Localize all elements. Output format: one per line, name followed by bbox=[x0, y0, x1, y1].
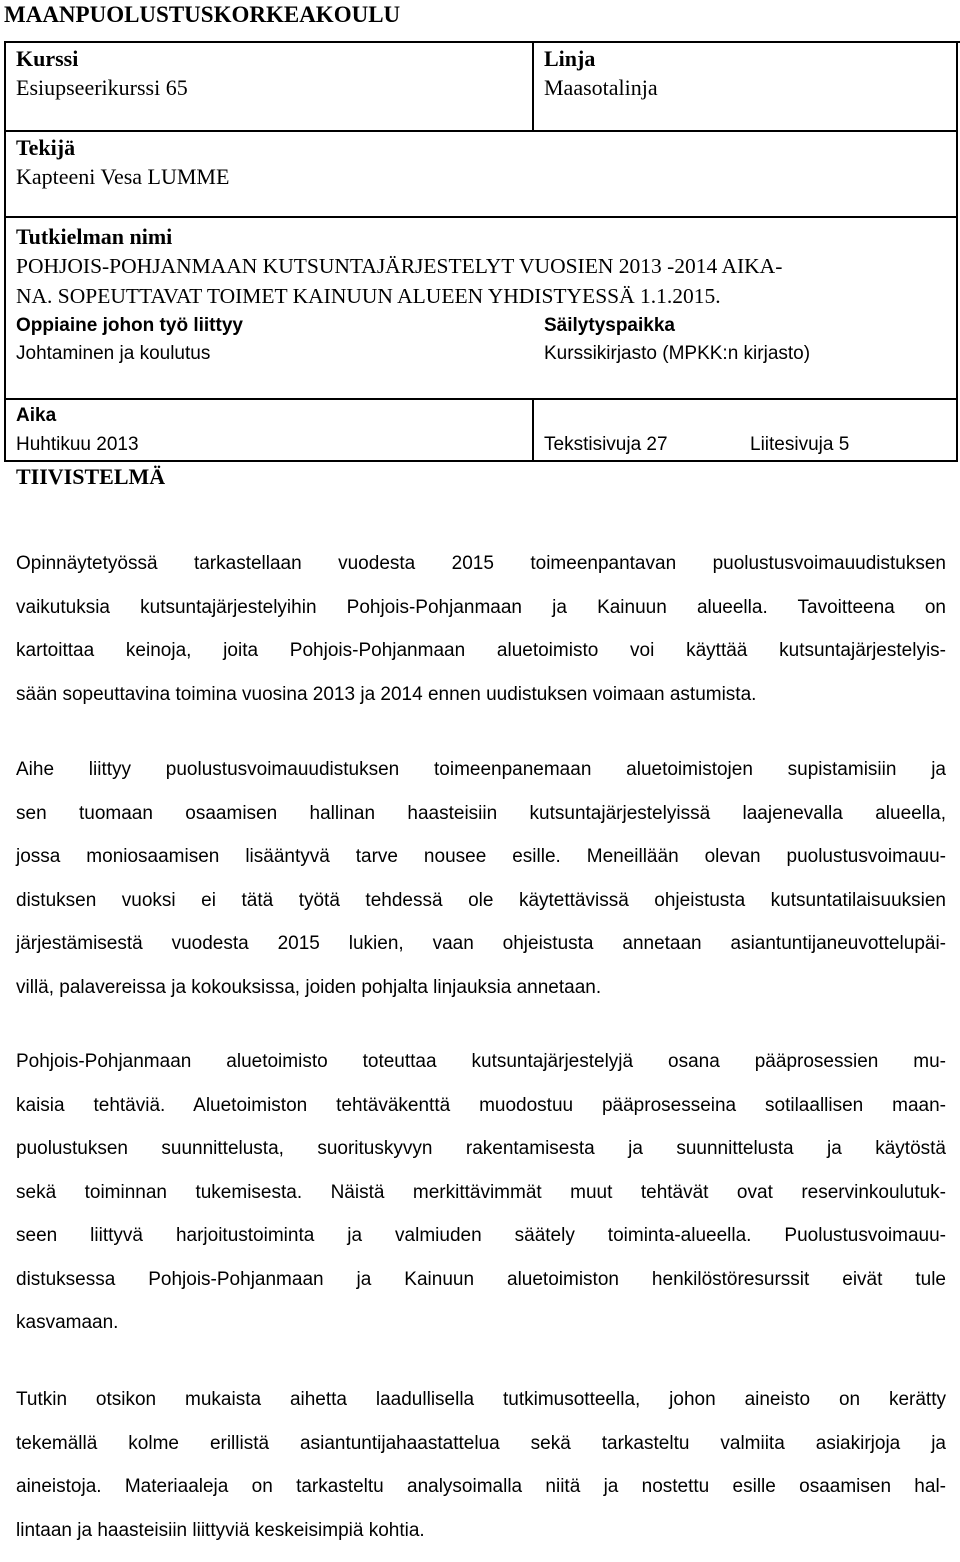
author-value: Kapteeni Vesa LUMME bbox=[16, 164, 230, 189]
paragraph-line: Tutkin otsikon mukaista aihetta laadullisella tutkimusotteella, johon aineisto on kerätty bbox=[16, 1389, 946, 1410]
subject-label: Oppiaine johon työ liittyy bbox=[16, 315, 243, 336]
paragraph-line: sen tuomaan osaamisen hallinan haasteisiin kutsuntajärjestelyissä laajenevalla alueella, bbox=[16, 802, 946, 824]
paragraph-line: kartoittaa keinoja, joita Pohjois-Pohjanmaan aluetoimisto voi käyttää kutsuntajärjestelyis- bbox=[16, 640, 946, 661]
paragraph-line: lintaan ja haasteisiin liittyviä keskeisimpiä kohtia. bbox=[16, 1519, 425, 1541]
paragraph-line: villä, palavereissa ja kokouksissa, joiden pohjalta linjauksia annetaan. bbox=[16, 976, 602, 998]
line-value: Maasotalinja bbox=[544, 75, 658, 100]
paragraph-line: vaikutuksia kutsuntajärjestelyihin Pohjois-Pohjanmaan ja Kainuun alueella. Tavoitteena on bbox=[16, 596, 946, 618]
date-label: Aika bbox=[16, 405, 57, 426]
abstract-paragraph-3 bbox=[16, 1040, 946, 1345]
paragraph-line: Pohjois-Pohjanmaan aluetoimisto toteuttaa kutsuntajärjestelyjä osana pääprosessien mu- bbox=[16, 1051, 946, 1072]
paragraph-line: distuksen vuoksi ei tätä työtä tehdessä ole käytettävissä ohjeistusta kutsuntatilaisuuksien bbox=[16, 889, 946, 911]
paragraph-line: tekemällä kolme erillistä asiantuntijahaastattelua sekä tarkasteltu valmiita asiakirjoja ja bbox=[16, 1432, 946, 1454]
paragraph-line: Aihe liittyy puolustusvoimauudistuksen toimeenpanemaan aluetoimistojen supistamisiin ja bbox=[16, 759, 946, 780]
paragraph-line: sään sopeuttavina toimina vuosina 2013 ja 2014 ennen uudistuksen voimaan astumista. bbox=[16, 683, 757, 705]
row-border-3 bbox=[4, 398, 958, 400]
row-border-1 bbox=[4, 130, 958, 132]
abstract-paragraph-2 bbox=[16, 748, 946, 1009]
text-pages-count: Tekstisivuja 27 bbox=[544, 434, 668, 455]
institution-name: MAANPUOLUSTUSKORKEAKOULU bbox=[4, 2, 401, 27]
thesis-title-line: NA. SOPEUTTAVAT TOIMET KAINUUN ALUEEN YHDISTYESSÄ 1.1.2015. bbox=[16, 284, 721, 308]
row-border-4 bbox=[4, 460, 958, 462]
course-value: Esiupseerikurssi 65 bbox=[16, 75, 188, 100]
abstract-heading: TIIVISTELMÄ bbox=[16, 464, 166, 489]
paragraph-line: jossa moniosaamisen lisääntyvä tarve nousee esille. Meneillään olevan puolustusvoimauu- bbox=[16, 846, 946, 867]
paragraph-line: järjestämisestä vuodesta 2015 lukien, vaan ohjeistusta annetaan asiantuntijaneuvottelupäi- bbox=[16, 933, 946, 954]
course-label: Kurssi bbox=[16, 46, 79, 71]
storage-label: Säilytyspaikka bbox=[544, 315, 675, 336]
table-divider-top bbox=[532, 41, 534, 131]
paragraph-line: distuksessa Pohjois-Pohjanmaan ja Kainuun aluetoimiston henkilöstöresurssit eivät tule bbox=[16, 1268, 946, 1290]
paragraph-line: sekä toiminnan tukemisesta. Näistä merkittävimmät muut tehtävät ovat reservinkoulutuk- bbox=[16, 1181, 946, 1203]
abstract-paragraph-4 bbox=[16, 1378, 946, 1552]
storage-value: Kurssikirjasto (MPKK:n kirjasto) bbox=[544, 343, 811, 364]
appendix-pages-count: Liitesivuja 5 bbox=[750, 434, 850, 455]
paragraph-line: Opinnäytetyössä tarkastellaan vuodesta 2015 toimeenpantavan puolustusvoimauudistuksen bbox=[16, 553, 946, 574]
paragraph-line: kasvamaan. bbox=[16, 1312, 119, 1333]
date-value: Huhtikuu 2013 bbox=[16, 434, 139, 455]
table-divider-bottom bbox=[532, 400, 534, 462]
table-top-border bbox=[4, 41, 960, 43]
thesis-title-label: Tutkielman nimi bbox=[16, 224, 173, 249]
thesis-title-line: POHJOIS-POHJANMAAN KUTSUNTAJÄRJESTELYT VUOSIEN 2013 -2014 AIKA- bbox=[16, 254, 783, 278]
paragraph-line: aineistoja. Materiaaleja on tarkasteltu analysoimalla niitä ja nostettu esille osaamisen hal- bbox=[16, 1476, 946, 1497]
abstract-paragraph-1 bbox=[16, 542, 946, 716]
row-border-2 bbox=[4, 216, 958, 218]
paragraph-line: kaisia tehtäviä. Aluetoimiston tehtäväkenttä muodostuu pääprosesseina sotilaallisen maan- bbox=[16, 1094, 946, 1116]
author-label: Tekijä bbox=[16, 135, 76, 160]
paragraph-line: seen liittyvä harjoitustoiminta ja valmiuden säätely toiminta-alueella. Puolustusvoimauu- bbox=[16, 1225, 946, 1246]
subject-value: Johtaminen ja koulutus bbox=[16, 343, 211, 364]
line-label: Linja bbox=[544, 46, 596, 71]
paragraph-line: puolustuksen suunnittelusta, suorituskyvyn rakentamisesta ja suunnittelusta ja käytöstä bbox=[16, 1138, 946, 1159]
